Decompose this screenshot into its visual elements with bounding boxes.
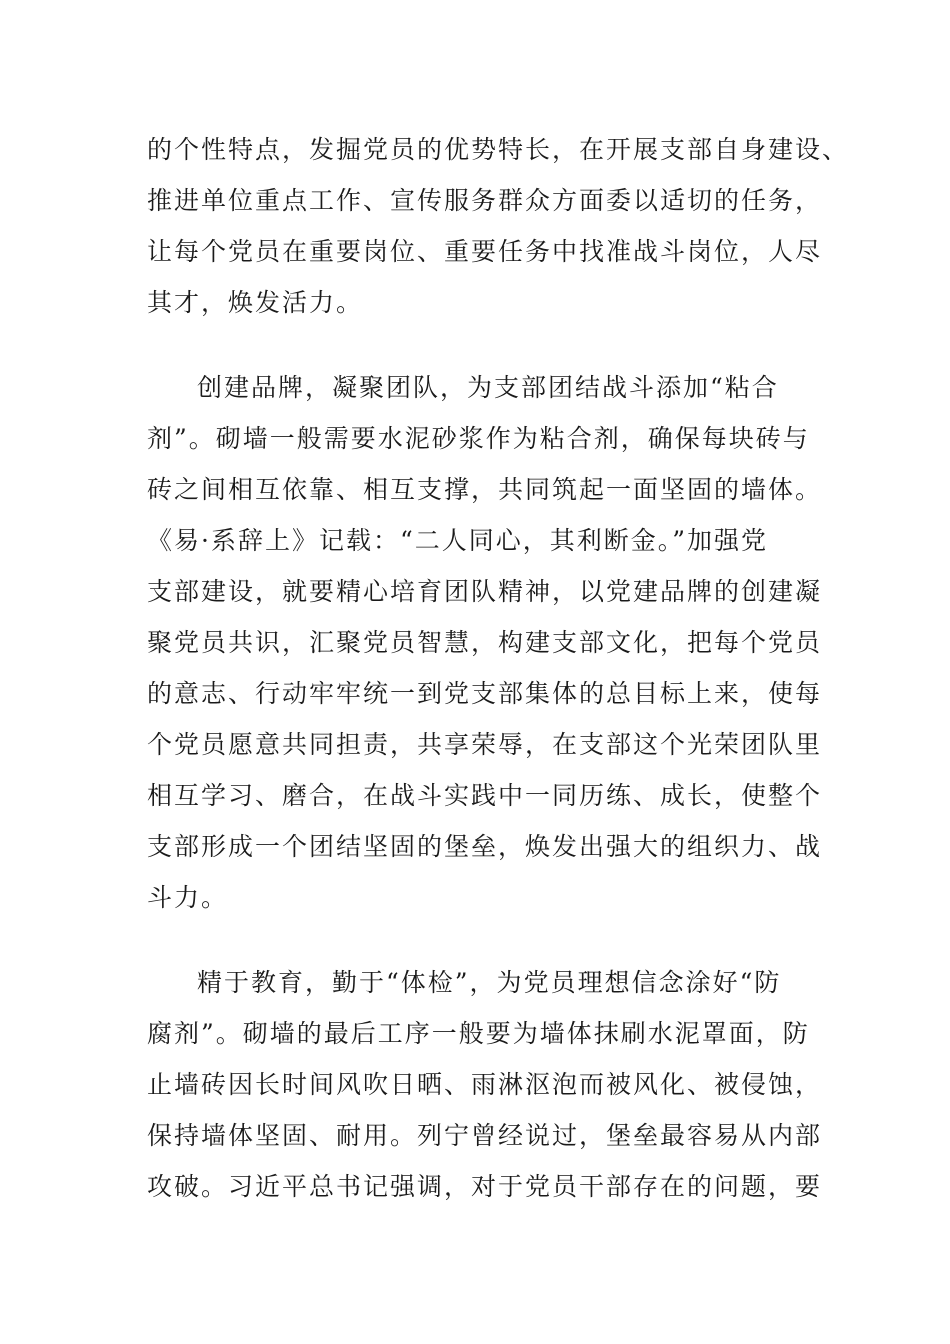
text-line: 个党员愿意共同担责，共享荣辱，在支部这个光荣团队里 (147, 730, 823, 759)
paragraph-first-line: 精于教育，勤于“体检”，为党员理想信念涂好“防 (197, 968, 782, 997)
text-line: 其才，焕发活力。 (147, 288, 364, 317)
text-line: 保持墙体坚固、耐用。列宁曾经说过，堡垒最容易从内部 (147, 1121, 823, 1150)
text-line: 让每个党员在重要岗位、重要任务中找准战斗岗位，人尽 (147, 237, 823, 266)
text-line: 腐剂”。砌墙的最后工序一般要为墙体抹刷水泥罩面，防 (147, 1019, 810, 1048)
text-line: 剂”。砌墙一般需要水泥砂浆作为粘合剂，确保每块砖与 (147, 424, 810, 453)
text-line: 止墙砖因长时间风吹日晒、雨淋沤泡而被风化、被侵蚀， (147, 1070, 823, 1099)
text-line: 《易·系辞上》记载：“二人同心，其利断金。”加强党 (147, 526, 769, 555)
text-line: 支部形成一个团结坚固的堡垒，焕发出强大的组织力、战 (147, 832, 823, 861)
paragraph-first-line: 创建品牌，凝聚团队，为支部团结战斗添加“粘合 (197, 373, 779, 402)
text-line: 的个性特点，发掘党员的优势特长，在开展支部自身建设、 (147, 135, 850, 164)
text-line: 斗力。 (147, 883, 229, 912)
text-line: 的意志、行动牢牢统一到党支部集体的总目标上来，使每 (147, 679, 823, 708)
text-line: 聚党员共识，汇聚党员智慧，构建支部文化，把每个党员 (147, 628, 823, 657)
text-line: 推进单位重点工作、宣传服务群众方面委以适切的任务， (147, 186, 823, 215)
text-line: 攻破。习近平总书记强调，对于党员干部存在的问题，要 (147, 1172, 823, 1201)
text-line: 砖之间相互依靠、相互支撑，共同筑起一面坚固的墙体。 (147, 475, 823, 504)
text-line: 相互学习、磨合，在战斗实践中一同历练、成长，使整个 (147, 781, 823, 810)
text-line: 支部建设，就要精心培育团队精神，以党建品牌的创建凝 (147, 577, 823, 606)
